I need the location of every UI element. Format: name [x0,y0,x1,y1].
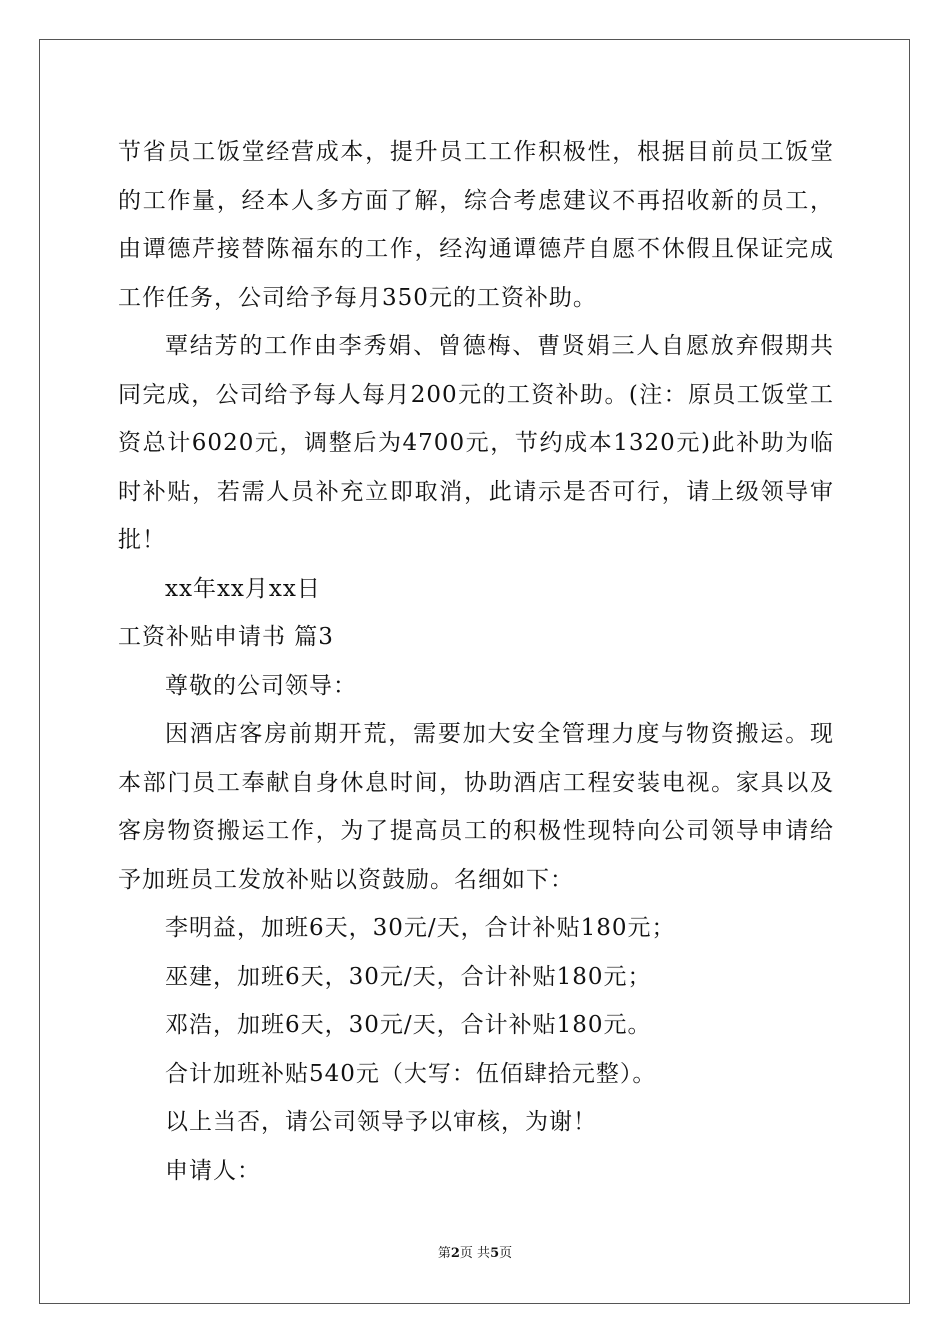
page-footer [0,1245,950,1263]
document-body [118,128,834,1195]
footer-suffix: 页 [499,1246,513,1261]
date-line: xx年xx月xx日 [165,575,321,602]
footer-total-pages: 5 [490,1246,500,1261]
footer-prefix: 第 [437,1246,451,1261]
paragraph-1: 节省员工饭堂经营成本，提升员工工作积极性，根据目前员工饭堂的工作量，经本人多方面了解，综合考虑建议不再招收新的员工，由谭德芹接替陈福东的工作，经沟通谭德芹自愿不休假且保证完成工作任务，公司给予每月350元的工资补助。 [118,139,834,311]
applicant-line: 申请人： [165,1157,261,1184]
list-item: 巫建，加班6天，30元/天，合计补贴180元； [165,963,652,990]
footer-page-number: 2 [450,1246,460,1261]
footer-mid: 页 共 [459,1246,491,1261]
list-item: 李明益，加班6天，30元/天，合计补贴180元； [165,915,676,941]
paragraph-3: 因酒店客房前期开荒，需要加大安全管理力度与物资搬运。现本部门员工奉献自身休息时间，协助酒店工程安装电视。家具以及客房物资搬运工作，为了提高员工的积极性现特向公司领导申请给予加班员工发放补贴以资鼓励。名细如下： [118,721,834,893]
section-title: 工资补贴申请书 篇3 [118,624,334,650]
salutation: 尊敬的公司领导： [165,672,357,699]
total-line: 合计加班补贴540元（大写：伍佰肆拾元整）。 [165,1060,657,1087]
list-item: 邓浩，加班6天，30元/天，合计补贴180元。 [165,1012,652,1038]
closing-line: 以上当否，请公司领导予以审核，为谢！ [165,1109,597,1135]
paragraph-2: 覃结芳的工作由李秀娟、曾德梅、曹贤娟三人自愿放弃假期共同完成，公司给予每人每月200元的工资补助。(注：原员工饭堂工资总计6020元，调整后为4700元，节约成本1320元)此补助为临时补贴，若需人员补充立即取消，此请示是否可行，请上级领导审批！ [118,333,834,553]
